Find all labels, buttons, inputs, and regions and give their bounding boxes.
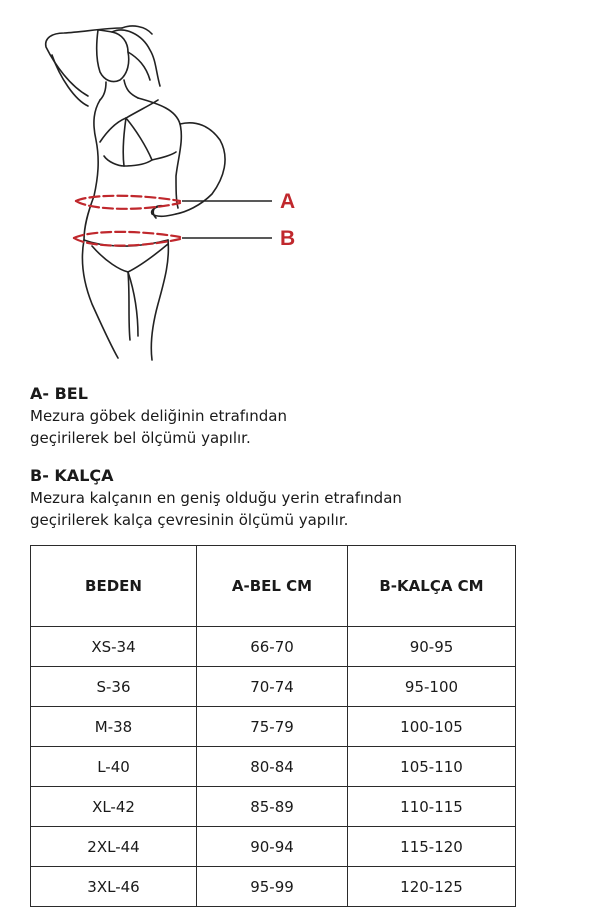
- table-row: [31, 707, 516, 747]
- body-measurement-figure: [0, 0, 613, 372]
- cell-size: XS-34: [31, 627, 197, 667]
- section-a-line1: Mezura göbek deliğinin etrafından: [30, 407, 287, 425]
- cell-waist: 70-74: [197, 667, 348, 707]
- cell-size: XL-42: [31, 787, 197, 827]
- label-a: A: [280, 190, 296, 213]
- cell-size: 3XL-46: [31, 867, 197, 907]
- cell-hip: 110-115: [348, 787, 516, 827]
- table-row: [31, 627, 516, 667]
- table-row: [31, 787, 516, 827]
- cell-waist: 80-84: [197, 747, 348, 787]
- section-b-line1: Mezura kalçanın en geniş olduğu yerin etrafından: [30, 489, 402, 507]
- cell-hip: 105-110: [348, 747, 516, 787]
- table-row: [31, 667, 516, 707]
- section-a-title: A- BEL: [30, 384, 88, 403]
- cell-hip: 90-95: [348, 627, 516, 667]
- section-b-title: B- KALÇA: [30, 466, 114, 485]
- section-a-line2: geçirilerek bel ölçümü yapılır.: [30, 429, 251, 447]
- size-table: [30, 545, 516, 907]
- cell-hip: 100-105: [348, 707, 516, 747]
- cell-size: 2XL-44: [31, 827, 197, 867]
- header-beden: BEDEN: [31, 546, 197, 627]
- cell-waist: 66-70: [197, 627, 348, 667]
- section-b-line2: geçirilerek kalça çevresinin ölçümü yapılır.: [30, 511, 349, 529]
- table-row: [31, 867, 516, 907]
- table-row: [31, 827, 516, 867]
- cell-hip: 120-125: [348, 867, 516, 907]
- label-b: B: [280, 227, 296, 250]
- cell-hip: 95-100: [348, 667, 516, 707]
- cell-waist: 75-79: [197, 707, 348, 747]
- cell-size: L-40: [31, 747, 197, 787]
- table-row: [31, 747, 516, 787]
- header-a-bel: A-BEL CM: [197, 546, 348, 627]
- cell-waist: 85-89: [197, 787, 348, 827]
- cell-waist: 90-94: [197, 827, 348, 867]
- cell-hip: 115-120: [348, 827, 516, 867]
- cell-size: M-38: [31, 707, 197, 747]
- cell-waist: 95-99: [197, 867, 348, 907]
- cell-size: S-36: [31, 667, 197, 707]
- table-header-row: [31, 546, 516, 627]
- header-b-kalca: B-KALÇA CM: [348, 546, 516, 627]
